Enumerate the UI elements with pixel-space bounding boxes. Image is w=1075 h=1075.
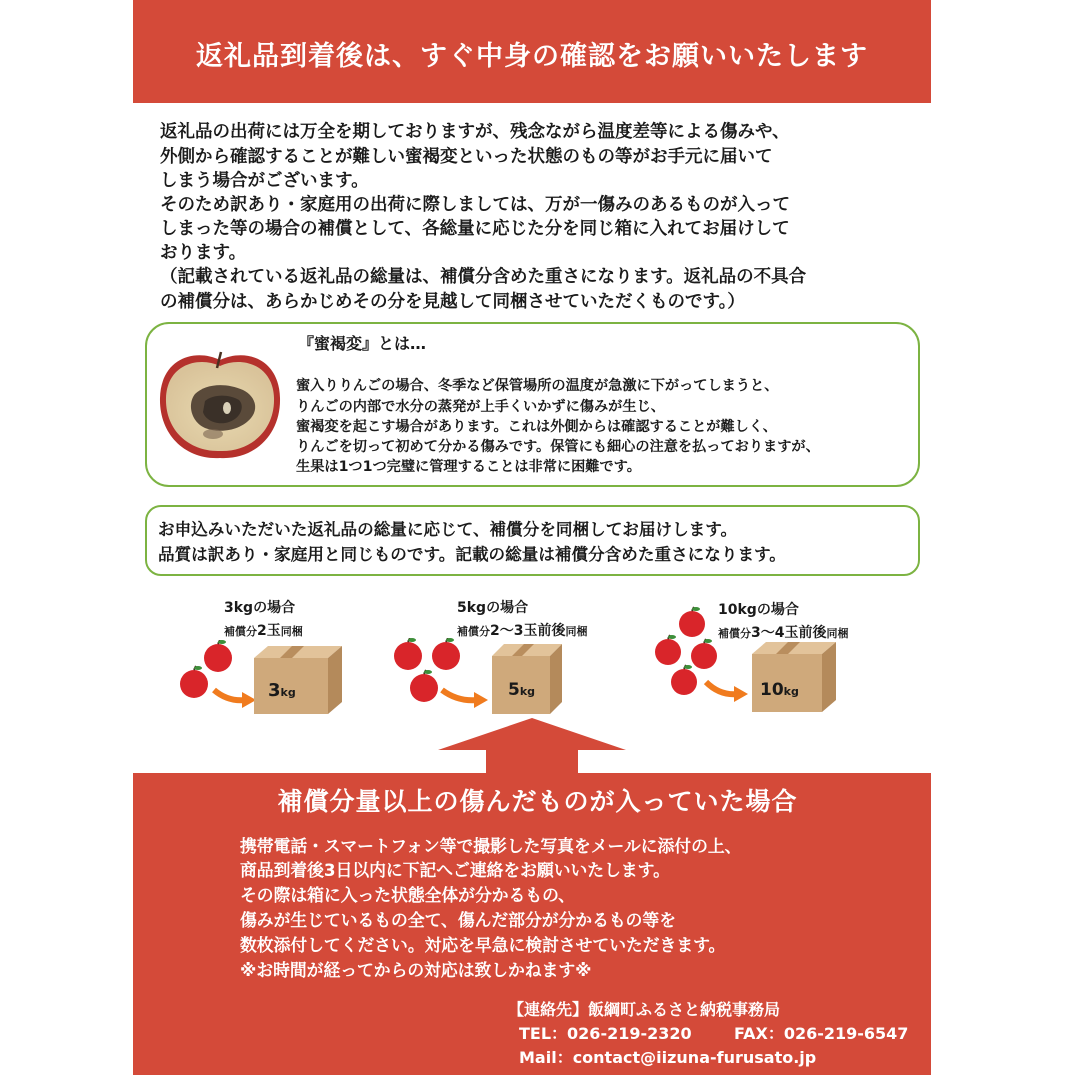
apple-icon bbox=[655, 635, 681, 665]
apple-icon bbox=[432, 638, 460, 670]
note-line: お申込みいただいた返礼品の総量に応じて、補償分を同梱してお届けします。 bbox=[158, 520, 738, 539]
example-detail: 補償分2玉同梱 bbox=[224, 623, 303, 639]
intro-line: おります。 bbox=[160, 243, 247, 263]
instruction-line: その際は箱に入った状態全体が分かるもの、 bbox=[240, 885, 575, 905]
instruction-line: 数枚添付してください。対応を早急に検討させていただきます。 bbox=[240, 935, 726, 955]
apple-icon bbox=[180, 666, 208, 698]
apple-icon bbox=[410, 670, 438, 702]
apple-icon bbox=[204, 640, 232, 672]
instruction-line: ※お時間が経ってからの対応は致しかねます※ bbox=[240, 960, 592, 980]
mitsukahen-line: りんごを切って初めて分かる傷みです。保管にも細心の注意を払っておりますが、 bbox=[296, 439, 820, 455]
up-arrow-icon bbox=[438, 718, 626, 776]
mitsukahen-title: 『蜜褐変』とは… bbox=[298, 334, 427, 353]
intro-line: の補償分は、あらかじめその分を見越して同梱させていただくものです。） bbox=[160, 292, 745, 312]
apple-icon bbox=[671, 665, 697, 695]
example-weight-label: 5kgの場合 bbox=[457, 600, 529, 616]
intro-line: しまう場合がございます。 bbox=[160, 171, 369, 191]
note-line: 品質は訳あり・家庭用と同じものです。記載の総量は補償分含めた重さになります。 bbox=[158, 545, 786, 564]
intro-line: そのため訳あり・家庭用の出荷に際しましては、万が一傷みのあるものが入って bbox=[160, 195, 790, 215]
mitsukahen-line: 蜜入りりんごの場合、冬季など保管場所の温度が急激に下がってしまうと、 bbox=[296, 378, 779, 394]
instruction-line: 傷みが生じているもの全て、傷んだ部分が分かるもの等を bbox=[240, 910, 676, 930]
box-weight-label: 10kg bbox=[760, 680, 799, 700]
example-detail: 補償分2〜3玉前後同梱 bbox=[457, 623, 588, 639]
example-illustration bbox=[390, 638, 570, 720]
instruction-line: 商品到着後3日以内に下記へご連絡をお願いいたします。 bbox=[240, 860, 670, 880]
contact-tel: TEL：026-219-2320 bbox=[519, 1024, 692, 1043]
top-banner bbox=[133, 0, 931, 103]
mitsukahen-line: りんごの内部で水分の蒸発が上手くいかずに傷みが生じ、 bbox=[296, 399, 665, 415]
arrow-icon bbox=[214, 690, 246, 700]
intro-line: 外側から確認することが難しい蜜褐変といった状態のもの等がお手元に届いて bbox=[160, 147, 773, 167]
intro-line: 返礼品の出荷には万全を期しておりますが、残念ながら温度差等による傷みや、 bbox=[160, 122, 790, 142]
contact-fax: FAX：026-219-6547 bbox=[734, 1024, 909, 1043]
arrow-icon bbox=[442, 690, 478, 700]
contact-heading: 【連絡先】飯綱町ふるさと納税事務局 bbox=[508, 1000, 781, 1019]
apple-icon bbox=[679, 607, 705, 637]
mitsukahen-line: 蜜褐変を起こす場合があります。これは外側からは確認することが難しく、 bbox=[296, 419, 777, 435]
example-detail: 補償分3〜4玉前後同梱 bbox=[718, 625, 849, 641]
banner-title: 返礼品到着後は、すぐ中身の確認をお願いいたします bbox=[196, 41, 868, 72]
arrow-icon bbox=[706, 682, 738, 694]
instruction-line: 携帯電話・スマートフォン等で撮影した写真をメールに添付の上、 bbox=[240, 836, 742, 856]
intro-line: しまった等の場合の補償として、各総量に応じた分を同じ箱に入れてお届けして bbox=[160, 219, 790, 239]
box-weight-label: 5kg bbox=[508, 680, 536, 700]
example-weight-label: 3kgの場合 bbox=[224, 600, 296, 616]
apple-icon bbox=[691, 639, 717, 669]
mitsukahen-line: 生果は1つ1つ完璧に管理することは非常に困難です。 bbox=[296, 459, 641, 475]
damage-panel-title: 補償分量以上の傷んだものが入っていた場合 bbox=[277, 787, 798, 816]
example-illustration bbox=[176, 640, 356, 720]
contact-mail: Mail：contact@iizuna-furusato.jp bbox=[519, 1048, 817, 1067]
example-illustration bbox=[650, 606, 850, 720]
intro-line: （記載されている返礼品の総量は、補償分含めた重さになります。返礼品の不具合 bbox=[160, 267, 807, 287]
apple-icon bbox=[394, 638, 422, 670]
cut-apple-image bbox=[155, 346, 285, 466]
box-weight-label: 3kg bbox=[268, 680, 296, 701]
example-weight-label: 10kgの場合 bbox=[718, 602, 799, 618]
